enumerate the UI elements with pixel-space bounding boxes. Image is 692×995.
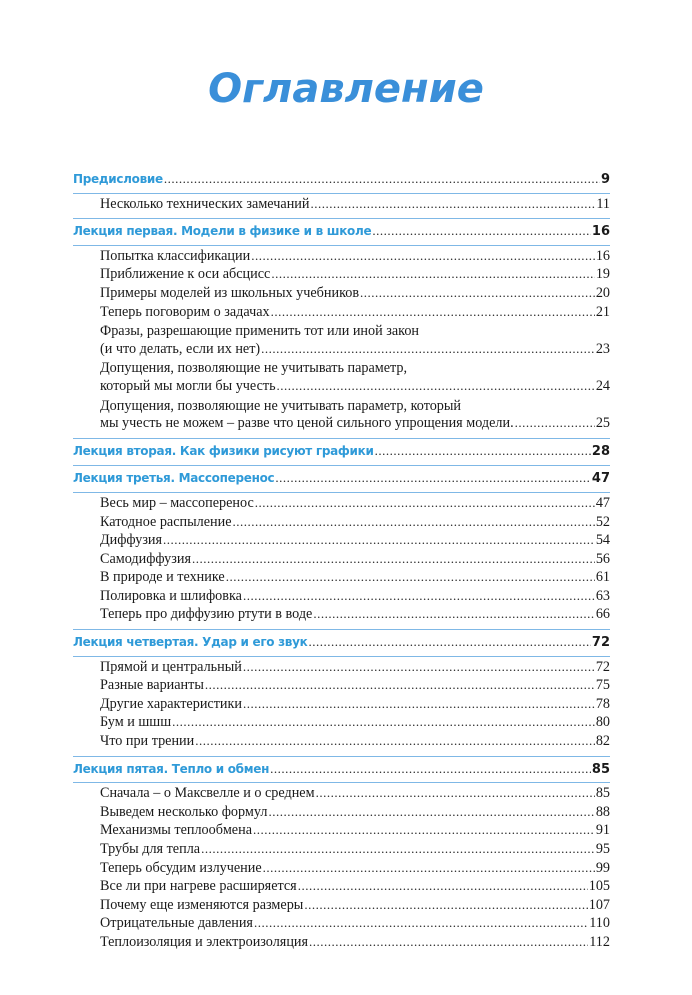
- toc-item-row: [100, 551, 610, 570]
- toc-item[interactable]: [73, 897, 610, 916]
- section-page-number: 28: [591, 443, 610, 459]
- dot-leader: [243, 659, 595, 675]
- toc-section-heading[interactable]: [73, 443, 610, 462]
- dot-leader: [304, 897, 587, 913]
- toc-item-title: мы учесть не можем – разве что ценой сильного упрощения модели.: [100, 415, 514, 432]
- toc-item-row: [100, 714, 610, 733]
- toc-section-heading[interactable]: [73, 223, 610, 246]
- toc-item-row: [100, 415, 610, 434]
- dot-leader: [375, 443, 591, 459]
- toc-item[interactable]: [73, 495, 610, 514]
- toc-item-title: Полировка и шлифовка: [100, 587, 242, 604]
- toc-item-title: Попытка классификации: [100, 247, 251, 264]
- dot-leader: [201, 841, 595, 857]
- toc-item[interactable]: [73, 785, 610, 804]
- toc-item-row: [100, 588, 610, 607]
- page-title: Оглавление: [208, 66, 484, 112]
- toc-item-title: Теперь поговорим о задачах: [100, 303, 270, 320]
- toc-item-title: Весь мир – массоперенос: [100, 494, 254, 511]
- toc-item-title: Другие характеристики: [100, 695, 242, 712]
- toc-item-title: (и что делать, если их нет): [100, 340, 261, 357]
- toc-item-row: [100, 532, 610, 551]
- toc-item[interactable]: [73, 569, 610, 588]
- dot-leader: [172, 714, 595, 730]
- dot-leader: [313, 606, 594, 622]
- toc-item-row: [100, 659, 610, 678]
- toc-item-row: [100, 696, 610, 715]
- dot-leader: [271, 304, 595, 320]
- toc-item-title: Самодиффузия: [100, 550, 191, 567]
- toc-item[interactable]: [73, 514, 610, 533]
- toc-item-title: Прямой и центральный: [100, 658, 242, 675]
- toc-section: [73, 761, 610, 957]
- dot-leader: [226, 569, 595, 585]
- toc-item[interactable]: [73, 248, 610, 267]
- toc-item[interactable]: [73, 304, 610, 323]
- toc-item-row: [100, 495, 610, 514]
- toc-item-row: [100, 266, 610, 285]
- toc-item-page-number: 47: [595, 494, 610, 511]
- toc-item-title: Теперь про диффузию ртути в воде: [100, 606, 313, 623]
- toc-item-row: [100, 804, 610, 823]
- toc-item-row: [100, 822, 610, 841]
- dot-leader: [243, 696, 595, 712]
- toc-item-row: [100, 860, 610, 879]
- toc-item-page-number: 16: [595, 247, 610, 264]
- toc-item[interactable]: [73, 677, 610, 696]
- toc-item-title-line: Фразы, разрешающие применить тот или иной закон: [100, 323, 420, 340]
- toc-item-page-number: 95: [595, 841, 610, 857]
- toc-item-page-number: 99: [595, 859, 610, 876]
- toc-item[interactable]: [73, 266, 610, 285]
- toc-item-row: [100, 785, 610, 804]
- dot-leader: [253, 822, 595, 838]
- toc-item[interactable]: [73, 860, 610, 879]
- toc-item-page-number: 52: [595, 513, 610, 530]
- toc-item-row: [100, 878, 610, 897]
- toc-item-title: Сначала – о Максвелле и о среднем: [100, 785, 315, 802]
- dot-leader: [164, 171, 600, 187]
- toc-item-title: Катодное распыление: [100, 513, 232, 530]
- toc-item-title: Разные варианты: [100, 677, 204, 694]
- toc-item-page-number: 82: [595, 733, 610, 750]
- toc-item-page-number: 85: [595, 785, 610, 802]
- dot-leader: [192, 551, 595, 567]
- toc-item[interactable]: [73, 588, 610, 607]
- toc-section: [73, 470, 610, 630]
- toc-item-row: [100, 569, 610, 588]
- dot-leader: [271, 266, 594, 282]
- section-title: Предисловие: [73, 172, 163, 186]
- toc-item-title-line: Допущения, позволяющие не учитывать параметр,: [100, 360, 408, 377]
- dot-leader: [277, 378, 595, 394]
- toc-section: [73, 443, 610, 467]
- dot-leader: [308, 634, 590, 650]
- dot-leader: [251, 248, 595, 264]
- section-page-number: 72: [591, 635, 610, 651]
- toc-item[interactable]: [73, 606, 610, 625]
- toc-item[interactable]: [73, 659, 610, 678]
- toc-item-page-number: 54: [595, 532, 610, 549]
- section-title: Лекция первая. Модели в физике и в школе: [73, 224, 372, 239]
- dot-leader: [270, 761, 591, 777]
- toc-item-page-number: 56: [595, 550, 610, 567]
- toc-item-row: [100, 733, 610, 752]
- toc-item[interactable]: [73, 196, 610, 215]
- dot-leader: [254, 915, 588, 931]
- dot-leader: [360, 285, 595, 301]
- toc-item-row: [100, 196, 610, 215]
- toc-item[interactable]: [73, 359, 610, 396]
- dot-leader: [233, 514, 595, 530]
- toc-item-title: Все ли при нагреве расширяется: [100, 878, 297, 895]
- toc-item-page-number: 72: [595, 658, 610, 675]
- toc-item-page-number: 24: [595, 377, 610, 394]
- toc-item-page-number: 21: [595, 303, 610, 320]
- section-page-number: 47: [591, 471, 610, 487]
- toc-item-title: Теперь обсудим излучение: [100, 859, 262, 876]
- toc-item-row: [100, 934, 610, 953]
- toc-item-title: Несколько технических замечаний: [100, 195, 310, 212]
- dot-leader: [163, 532, 595, 548]
- dot-leader: [316, 785, 595, 801]
- toc-item-row: [100, 304, 610, 323]
- toc-item-page-number: 91: [595, 822, 610, 839]
- toc-item[interactable]: [73, 532, 610, 551]
- dot-leader: [310, 196, 595, 212]
- toc-item[interactable]: [73, 733, 610, 752]
- dot-leader: [195, 733, 595, 749]
- dot-leader: [372, 223, 591, 239]
- toc-item[interactable]: [73, 696, 610, 715]
- dot-leader: [268, 804, 594, 820]
- toc-item[interactable]: [73, 804, 610, 823]
- toc-item[interactable]: [73, 878, 610, 897]
- toc-item-title: Приближение к оси абсцисс: [100, 266, 271, 283]
- toc-item-page-number: 112: [589, 933, 610, 950]
- toc-item-row: [100, 841, 610, 860]
- toc-item-page-number: 75: [595, 677, 610, 694]
- toc-item-title: Отрицательные давления: [100, 915, 253, 932]
- toc-section: [73, 223, 610, 439]
- toc-item-row: [100, 285, 610, 304]
- section-page-number: 85: [591, 761, 610, 777]
- toc-item-title: который мы могли бы учесть: [100, 377, 276, 394]
- toc-item-row: [100, 514, 610, 533]
- toc-item-row: [100, 915, 610, 934]
- toc-section: [73, 634, 610, 757]
- toc-item[interactable]: [73, 322, 610, 359]
- toc-item-page-number: 23: [595, 340, 610, 357]
- toc-item-title: Почему еще изменяются размеры: [100, 896, 304, 913]
- toc-item-page-number: 11: [596, 195, 610, 212]
- toc-item-page-number: 110: [589, 915, 610, 932]
- toc-item-page-number: 66: [595, 606, 610, 623]
- toc-item-page-number: 61: [595, 569, 610, 586]
- toc-section-heading[interactable]: [73, 634, 610, 657]
- section-title: Лекция четвертая. Удар и его звук: [73, 635, 308, 650]
- dot-leader: [205, 677, 595, 693]
- toc-item-title: Выведем несколько формул: [100, 803, 268, 820]
- toc-item-title: Примеры моделей из школьных учебников: [100, 284, 360, 301]
- toc-item-page-number: 88: [595, 803, 610, 820]
- toc-item-title: Трубы для тепла: [100, 841, 201, 857]
- section-title: Лекция третья. Массоперенос: [73, 471, 275, 486]
- dot-leader: [261, 341, 595, 357]
- toc-item-row: [100, 341, 610, 360]
- dot-leader: [309, 934, 588, 950]
- toc-item[interactable]: [73, 934, 610, 953]
- toc-section-heading[interactable]: [73, 761, 610, 784]
- toc-item-row: [100, 378, 610, 397]
- dot-leader: [263, 860, 595, 876]
- toc-item[interactable]: [73, 841, 610, 860]
- toc-item-page-number: 25: [595, 415, 610, 432]
- toc-section-heading[interactable]: [73, 470, 610, 493]
- toc-item-page-number: 80: [595, 714, 610, 731]
- section-page-number: 9: [600, 172, 610, 187]
- dot-leader: [515, 415, 595, 431]
- toc-item[interactable]: [73, 822, 610, 841]
- toc-item-row: [100, 606, 610, 625]
- toc-section-heading[interactable]: [73, 171, 610, 194]
- section-title: Лекция пятая. Тепло и обмен: [73, 761, 270, 776]
- toc-item-row: [100, 897, 610, 916]
- toc-item-row: [100, 248, 610, 267]
- toc-item[interactable]: [73, 551, 610, 570]
- toc-item-page-number: 63: [595, 587, 610, 604]
- toc-item-page-number: 20: [595, 284, 610, 301]
- toc-item-title: В природе и технике: [100, 569, 225, 586]
- section-title: Лекция вторая. Как физики рисуют графики: [73, 443, 374, 458]
- toc-item-page-number: 19: [595, 266, 610, 283]
- section-page-number: 16: [591, 224, 610, 240]
- dot-leader: [275, 470, 591, 486]
- toc-item-title: Что при трении: [100, 733, 195, 750]
- dot-leader: [255, 495, 595, 511]
- dot-leader: [243, 588, 595, 604]
- toc-item-title: Теплоизоляция и электроизоляция: [100, 933, 309, 950]
- toc-item-page-number: 78: [595, 695, 610, 712]
- toc-item[interactable]: [73, 397, 610, 434]
- table-of-contents: [73, 171, 610, 961]
- toc-item-row: [100, 677, 610, 696]
- toc-item-title: Диффузия: [100, 532, 163, 549]
- toc-item[interactable]: [73, 714, 610, 733]
- toc-item[interactable]: [73, 285, 610, 304]
- toc-item-page-number: 107: [588, 896, 610, 913]
- dot-leader: [298, 878, 588, 894]
- toc-item-title-line: Допущения, позволяющие не учитывать параметр, который: [100, 397, 462, 414]
- toc-item-title: Бум и шшш: [100, 714, 172, 731]
- toc-section: [73, 171, 610, 219]
- toc-item-page-number: 105: [588, 878, 610, 895]
- toc-item-title: Механизмы теплообмена: [100, 822, 252, 839]
- toc-item[interactable]: [73, 915, 610, 934]
